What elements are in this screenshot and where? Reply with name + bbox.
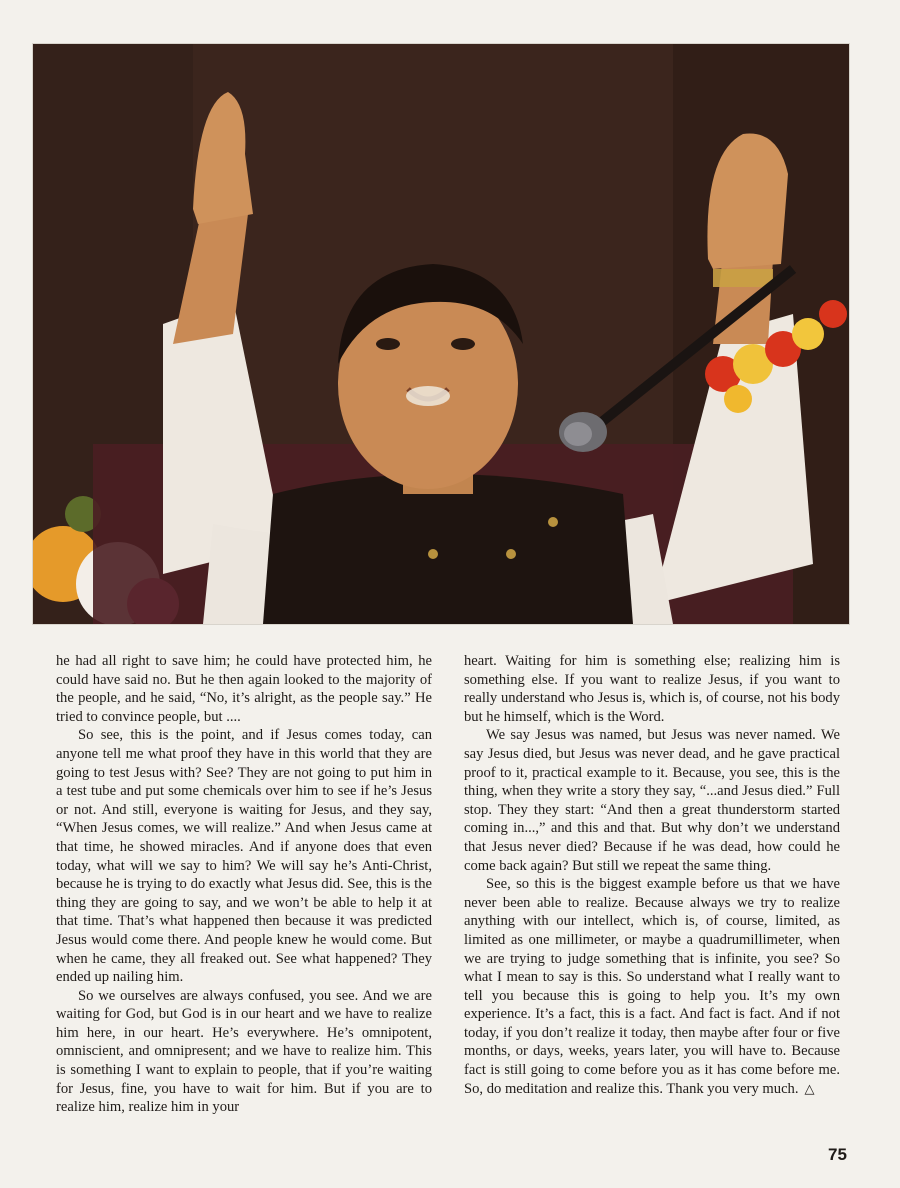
speaker-photo <box>32 43 850 625</box>
left-paragraph-3: So we ourselves are always confused, you see. And we are waiting for God, but God is in our heart and we have to realize him here, in our heart. He’s everywhere. He’s omnipotent, omniscient, and omnipresent; and we have to realize him. This is something I want to explain to people, that if you’re waiting for Jesus, fine, you have to wait for him. But if you are to realize him, realize him in your <box>56 987 432 1116</box>
right-paragraph-1: heart. Waiting for him is something else; realizing him is something else. If you want to realize Jesus, if you want to really understand who Jesus is, which is, of course, not his body but he himself, which is the Word. <box>464 653 840 725</box>
end-of-article-triangle-icon: △ <box>804 1081 815 1097</box>
left-paragraph-1: he had all right to save him; he could have protected him, he could have said no. But he then again looked to the majority of the people, and he said, “No, it’s alright, as the people say.” He tried to convince people, but .... <box>56 653 432 725</box>
right-paragraph-3-text: See, so this is the biggest example before us that we have never been able to realize. Because always we try to realize anything with our intellect, which is, of course, limited, as limited as one millimeter, or maybe a quadrumillimeter, when we are trying to judge something that is infinite, you see? So what I mean to say is this. So understand what I really want to tell you because this is going to help you. It’s my own experience. It’s a fact, this is a fact. And fact is fact. And if not today, if you don’t realize it today, then maybe after four or five months, or days, weeks, years later, you will have to. Because fact is still going to come before you as it has come before me. So, do meditation and realize this. Thank you very much. <box>464 876 840 1097</box>
left-paragraph-2: So see, this is the point, and if Jesus comes today, can anyone tell me what proof they have in this world that they are going to test Jesus with? See? They are not going to put him in a test tube and put some chemicals over him to see if he’s Jesus or not. And still, everyone is waiting for Jesus, and they say, “When Jesus comes, we will realize.” And when Jesus came at that time, he showed miracles. And if anyone does that even today, what will we say to him? We will say he’s Anti-Christ, because he is trying to do exactly what Jesus did. See, this is the thing they are going to say, and we won’t be able to help it at that time. That’s what happened then because it was predicted Jesus would come there. And people knew he would come. But when he came, they all freaked out. See what happened? They ended up nailing him. <box>56 727 432 986</box>
left-column <box>56 652 432 1130</box>
right-column <box>464 652 840 1130</box>
article-body <box>56 652 840 1130</box>
speaker-illustration <box>33 44 849 624</box>
page-number: 75 <box>828 1145 847 1164</box>
right-paragraph-2: We say Jesus was named, but Jesus was never named. We say Jesus died, but Jesus was never dead, and he gave practical proof to it, practical example to it. Because, you see, this is the thing, when they write a story they say, “...and Jesus died.” Full stop. They they start: “And then a great thunderstorm started coming in...,” and this and that. But why don’t we understand that Jesus never died? Because if he was dead, how could he come back again? But still we repeat the same thing. <box>464 727 840 874</box>
right-paragraph-3 <box>464 875 840 1099</box>
